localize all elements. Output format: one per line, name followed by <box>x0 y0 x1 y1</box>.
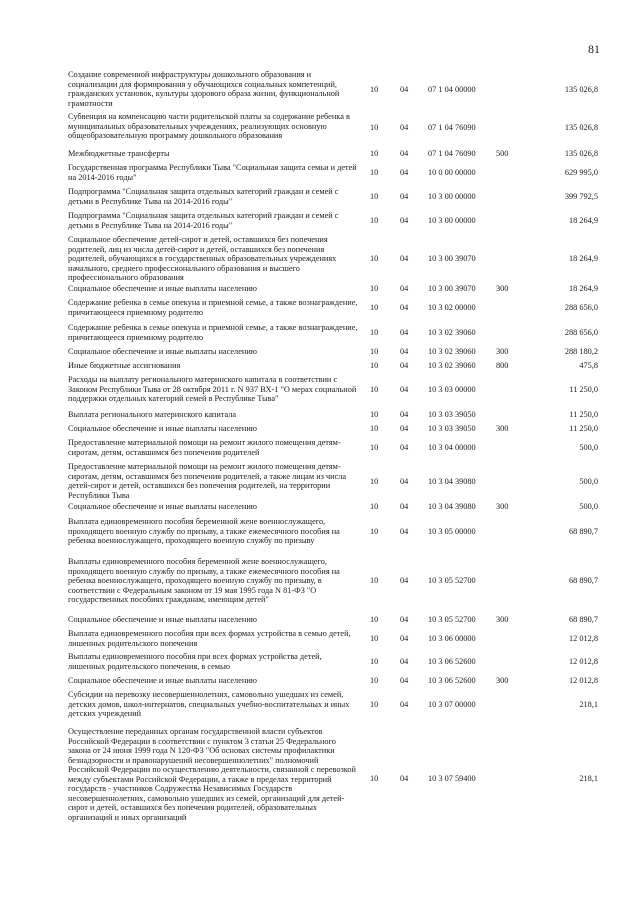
row-name: Выплаты единовременного пособия беременной жене военнослужащего, проходящего военную службу по призыву, а также ежемесячного пособия на ребенка военнослужащего, проходящего военную службу по призыву, в соответствии с Федеральным законом от 19 мая 1995 года N 81-ФЗ "О государственных пособиях гражданам, имеющим детей" <box>68 557 340 604</box>
row-section: 10 <box>370 149 379 158</box>
row-section: 10 <box>370 192 379 201</box>
row-subsection: 04 <box>400 123 409 132</box>
row-expense-type: 300 <box>496 424 509 433</box>
row-amount: 288 656,0 <box>564 328 598 337</box>
row-target-code: 10 3 00 39070 <box>428 254 476 263</box>
row-amount: 11 250,0 <box>569 424 598 433</box>
row-section: 10 <box>370 676 379 685</box>
row-name: Выплата регионального материнского капитала <box>68 410 237 419</box>
row-amount: 18 264,9 <box>568 216 598 225</box>
row-name: Социальное обеспечение и иные выплаты населению <box>68 502 257 511</box>
row-subsection: 04 <box>400 615 409 624</box>
row-subsection: 04 <box>400 284 409 293</box>
row-name: Расходы на выплату регионального материнского капитала в соответствии с Законом Республики Тыва от 28 октября 2011 г. N 937 ВХ-1 "О мерах социальной поддержки отдельных категорий семей в Республике Тыва" <box>68 375 357 403</box>
row-subsection: 04 <box>400 527 409 536</box>
row-target-code: 10 3 06 00000 <box>428 634 476 643</box>
row-target-code: 10 3 02 00000 <box>428 303 476 312</box>
row-section: 10 <box>370 424 379 433</box>
row-expense-type: 300 <box>496 615 509 624</box>
row-subsection: 04 <box>400 347 409 356</box>
row-name: Содержание ребенка в семье опекуна и приемной семье, а также вознаграждение, причитающееся приемному родителю <box>68 323 358 342</box>
row-target-code: 10 3 00 00000 <box>428 216 476 225</box>
row-section: 10 <box>370 328 379 337</box>
row-section: 10 <box>370 443 379 452</box>
row-section: 10 <box>370 361 379 370</box>
row-amount: 288 180,2 <box>564 347 598 356</box>
row-expense-type: 800 <box>496 361 509 370</box>
row-section: 10 <box>370 347 379 356</box>
row-name: Социальное обеспечение детей-сирот и детей, оставшихся без попечения родителей, лиц из числа детей-сирот и детей, оставшихся без попечения родителей, обучающихся в государственных образовательных учреждениях начального, среднего профессионального образования и высшего профессионального образования <box>68 235 337 282</box>
row-section: 10 <box>370 168 379 177</box>
row-target-code: 10 3 05 00000 <box>428 527 476 536</box>
row-amount: 12 012,8 <box>568 657 598 666</box>
row-target-code: 10 3 07 00000 <box>428 700 476 709</box>
row-subsection: 04 <box>400 477 409 486</box>
row-target-code: 10 3 00 00000 <box>428 192 476 201</box>
row-target-code: 10 3 00 39070 <box>428 284 476 293</box>
row-amount: 12 012,8 <box>568 634 598 643</box>
row-amount: 18 264,9 <box>568 254 598 263</box>
row-subsection: 04 <box>400 216 409 225</box>
row-name: Выплата единовременного пособия при всех формах устройства в семью детей, лишенных родительского попечения <box>68 629 351 648</box>
page-number: 81 <box>588 42 600 56</box>
row-subsection: 04 <box>400 303 409 312</box>
row-amount: 135 026,8 <box>564 149 598 158</box>
row-subsection: 04 <box>400 192 409 201</box>
row-section: 10 <box>370 123 379 132</box>
row-name: Субсидии на перевозку несовершеннолетних, самовольно ушедших из семей, детских домов, школ-интернатов, специальных учебно-воспитательных и иных детских учреждений <box>68 690 350 718</box>
row-target-code: 10 3 07 59400 <box>428 774 476 783</box>
row-amount: 68 890,7 <box>568 615 598 624</box>
row-amount: 629 995,0 <box>564 168 598 177</box>
row-subsection: 04 <box>400 149 409 158</box>
row-subsection: 04 <box>400 576 409 585</box>
row-target-code: 10 3 04 39080 <box>428 502 476 511</box>
row-amount: 288 656,0 <box>564 303 598 312</box>
row-target-code: 10 3 04 39080 <box>428 477 476 486</box>
row-target-code: 10 0 00 00000 <box>428 168 476 177</box>
row-name: Выплата единовременного пособия беременной жене военнослужащего, проходящего военную службу по призыву, а также ежемесячного пособия на ребенка военнослужащего, проходящего военную службу по призыву <box>68 517 340 545</box>
row-subsection: 04 <box>400 700 409 709</box>
row-section: 10 <box>370 527 379 536</box>
row-section: 10 <box>370 216 379 225</box>
row-expense-type: 300 <box>496 284 509 293</box>
row-amount: 500,0 <box>579 443 598 452</box>
row-target-code: 10 3 06 52600 <box>428 676 476 685</box>
row-section: 10 <box>370 774 379 783</box>
row-amount: 135 026,8 <box>564 85 598 94</box>
row-name: Государственная программа Республики Тыва "Социальная защита семьи и детей на 2014-2016 годы" <box>68 163 357 182</box>
row-subsection: 04 <box>400 676 409 685</box>
row-section: 10 <box>370 634 379 643</box>
row-name: Подпрограмма "Социальная защита отдельных категорий граждан и семей с детьми в Республике Тыва на 2014-2016 годы" <box>68 187 339 206</box>
row-amount: 218,1 <box>579 774 598 783</box>
row-name: Предоставление материальной помощи на ремонт жилого помещения детям-сиротам, детям, оставшимся без попечения родителей <box>68 438 341 457</box>
row-name: Социальное обеспечение и иные выплаты населению <box>68 347 257 356</box>
row-section: 10 <box>370 410 379 419</box>
row-section: 10 <box>370 385 379 394</box>
row-name: Создание современной инфраструктуры дошкольного образования и социализации для формирования у обучающихся социальных компетенций, гражданских установок, культуры здорового образа жизни, функциональной грамотности <box>68 70 340 108</box>
row-expense-type: 500 <box>496 149 509 158</box>
row-target-code: 10 3 05 52700 <box>428 615 476 624</box>
row-subsection: 04 <box>400 410 409 419</box>
row-subsection: 04 <box>400 502 409 511</box>
row-amount: 68 890,7 <box>568 576 598 585</box>
row-subsection: 04 <box>400 168 409 177</box>
row-name: Социальное обеспечение и иные выплаты населению <box>68 615 257 624</box>
row-target-code: 10 3 02 39060 <box>428 328 476 337</box>
row-target-code: 10 3 03 39050 <box>428 424 476 433</box>
row-section: 10 <box>370 303 379 312</box>
row-subsection: 04 <box>400 424 409 433</box>
row-subsection: 04 <box>400 774 409 783</box>
row-name: Субвенция на компенсацию части родительской платы за содержание ребенка в муниципальных образовательных учреждениях, реализующих основную общеобразовательную программу дошкольного образования <box>68 112 350 140</box>
row-target-code: 10 3 06 52600 <box>428 657 476 666</box>
row-subsection: 04 <box>400 443 409 452</box>
row-section: 10 <box>370 657 379 666</box>
row-name: Выплаты единовременного пособия при всех формах устройства детей, лишенных родительского попечения, в семью <box>68 652 322 671</box>
row-name: Осуществление переданных органам государственной власти субъектов Российской Федерации в соответствии с пунктом 3 статьи 25 Федерального закона от 24 июня 1999 года N 120-ФЗ "Об основах системы профилактики безнадзорности и правонарушений несовершеннолетних" полномочий Российской Федерации по осуществлению деятельности, связанной с перевозкой между субъектами Российской Федерации, а также в пределах территорий государств - участников Содружества Независимых Государств несовершеннолетних, самовольно ушедших из семей, организаций для детей-сирот и детей, оставшихся без попечения родителей, образовательных организаций и иных организаций <box>68 727 356 822</box>
row-target-code: 07 1 04 76090 <box>428 123 476 132</box>
row-target-code: 10 3 04 00000 <box>428 443 476 452</box>
row-amount: 475,8 <box>579 361 598 370</box>
row-expense-type: 300 <box>496 347 509 356</box>
row-target-code: 10 3 03 39050 <box>428 410 476 419</box>
row-name: Социальное обеспечение и иные выплаты населению <box>68 424 257 433</box>
row-amount: 135 026,8 <box>564 123 598 132</box>
row-section: 10 <box>370 502 379 511</box>
row-target-code: 10 3 05 52700 <box>428 576 476 585</box>
row-name: Социальное обеспечение и иные выплаты населению <box>68 284 257 293</box>
row-name: Социальное обеспечение и иные выплаты населению <box>68 676 257 685</box>
row-target-code: 10 3 02 39060 <box>428 347 476 356</box>
row-section: 10 <box>370 700 379 709</box>
row-subsection: 04 <box>400 385 409 394</box>
row-amount: 12 012,8 <box>568 676 598 685</box>
row-section: 10 <box>370 284 379 293</box>
row-amount: 399 792,5 <box>564 192 598 201</box>
row-expense-type: 300 <box>496 502 509 511</box>
row-name: Содержание ребенка в семье опекуна и приемной семье, а также вознаграждение, причитающееся приемному родителю <box>68 298 358 317</box>
row-section: 10 <box>370 85 379 94</box>
row-name: Иные бюджетные ассигнования <box>68 361 181 370</box>
row-target-code: 07 1 04 00000 <box>428 85 476 94</box>
row-subsection: 04 <box>400 328 409 337</box>
row-amount: 218,1 <box>579 700 598 709</box>
row-target-code: 07 1 04 76090 <box>428 149 476 158</box>
row-subsection: 04 <box>400 85 409 94</box>
row-subsection: 04 <box>400 361 409 370</box>
row-amount: 500,0 <box>579 502 598 511</box>
row-amount: 11 250,0 <box>569 410 598 419</box>
row-section: 10 <box>370 615 379 624</box>
row-subsection: 04 <box>400 254 409 263</box>
row-amount: 500,0 <box>579 477 598 486</box>
row-section: 10 <box>370 576 379 585</box>
row-subsection: 04 <box>400 657 409 666</box>
row-amount: 18 264,9 <box>568 284 598 293</box>
row-name: Предоставление материальной помощи на ремонт жилого помещения детям-сиротам, детям, оставшимся без попечения родителей, а также лицам из числа детей-сирот и детей, оставшихся без попечения родителей, на территории Республики Тыва <box>68 462 347 500</box>
row-section: 10 <box>370 254 379 263</box>
row-target-code: 10 3 03 00000 <box>428 385 476 394</box>
row-expense-type: 300 <box>496 676 509 685</box>
row-name: Подпрограмма "Социальная защита отдельных категорий граждан и семей с детьми в Республике Тыва на 2014-2016 годы" <box>68 211 339 230</box>
row-name: Межбюджетные трансферты <box>68 149 170 158</box>
row-amount: 68 890,7 <box>568 527 598 536</box>
row-subsection: 04 <box>400 634 409 643</box>
row-section: 10 <box>370 477 379 486</box>
row-amount: 11 250,0 <box>569 385 598 394</box>
row-target-code: 10 3 02 39060 <box>428 361 476 370</box>
